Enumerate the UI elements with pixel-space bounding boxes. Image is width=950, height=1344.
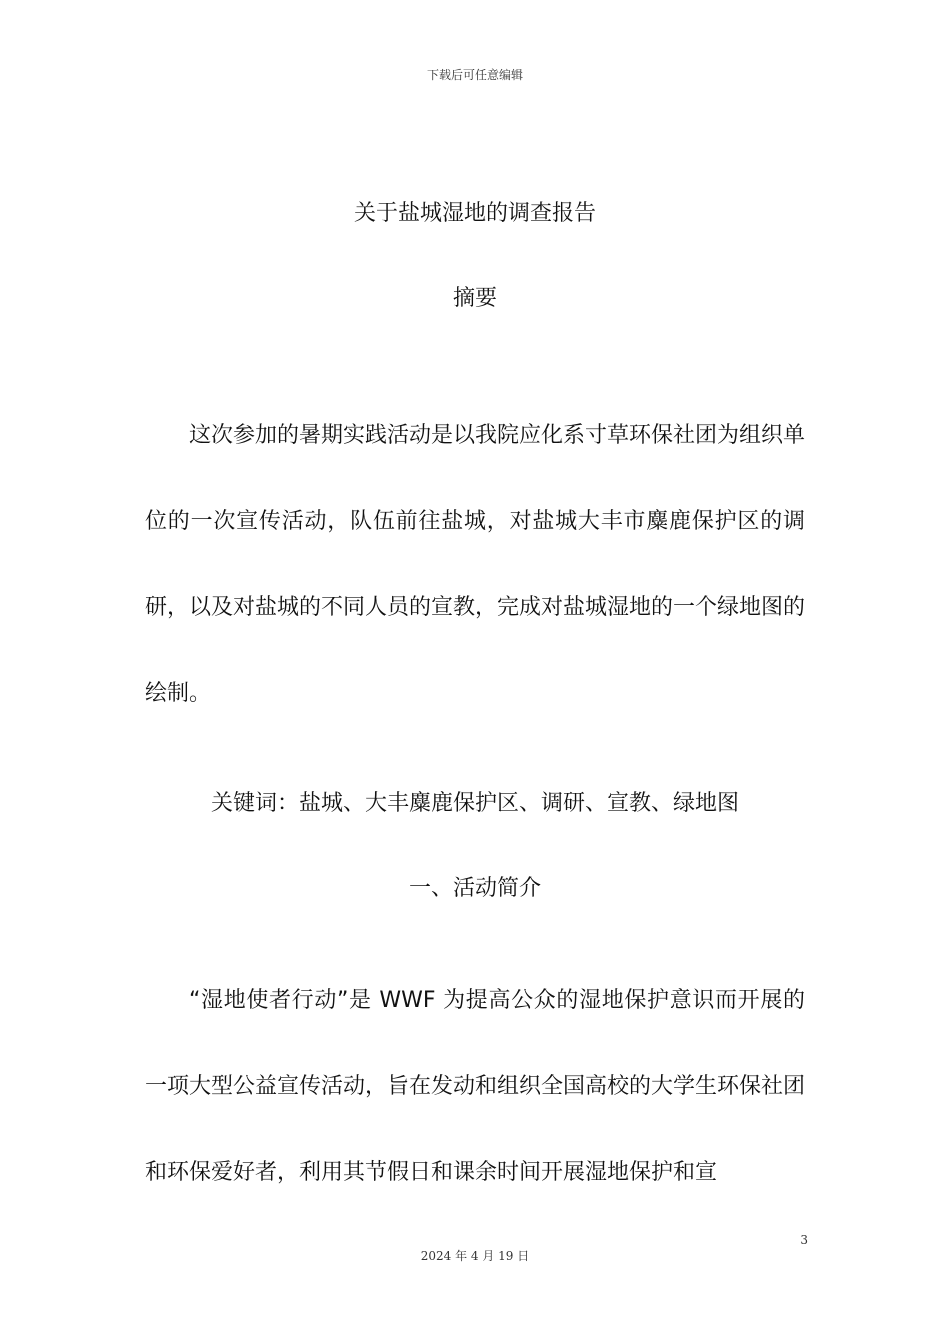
section-paragraph: “湿地使者行动”是 WWF 为提高公众的湿地保护意识而开展的一项大型公益宣传活动，旨在发动和组织全国高校的大学生环保社团和环保爱好者，利用其节假日和课余时间开展湿地保护和宣: [145, 988, 806, 1185]
keywords-line: 关键词：盐城、大丰麋鹿保护区、调研、宣教、绿地图: [210, 791, 739, 816]
page-footer-date: 2024 年 4 月 19 日: [420, 1249, 530, 1263]
abstract-paragraph: 这次参加的暑期实践活动是以我院应化系寸草环保社团为组织单位的一次宣传活动，队伍前往盐城，对盐城大丰市麋鹿保护区的调研，以及对盐城的不同人员的宣教，完成对盐城湿地的一个绿地图的绘制。: [145, 423, 806, 706]
page-number: 3: [800, 1233, 808, 1247]
abstract-heading: 摘要: [452, 286, 497, 311]
section-heading-activity-intro: 一、活动简介: [408, 876, 541, 901]
document-title: 关于盐城湿地的调查报告: [353, 201, 596, 226]
page-header-note: 下载后可任意编辑: [426, 68, 523, 82]
